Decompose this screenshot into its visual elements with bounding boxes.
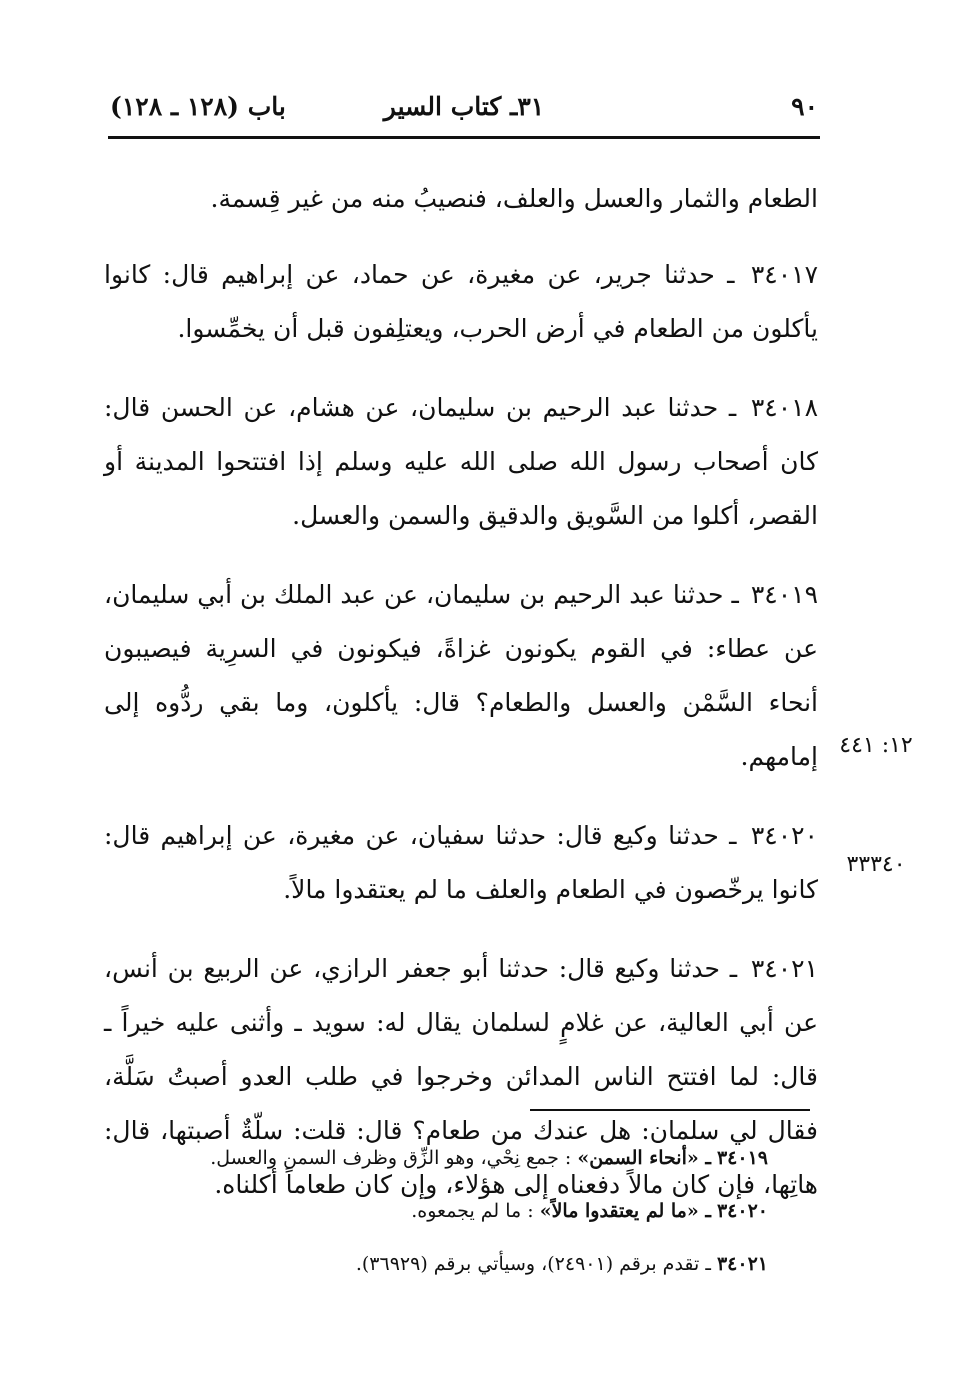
hadith-number: ٣٤٠١٩ — [750, 580, 818, 609]
page-header — [108, 88, 820, 128]
page-number: ٩٠ — [791, 92, 818, 121]
hadith-text: ـ حدثنا عبد الرحيم بن سليمان، عن هشام، عن الحسن قال: كان أصحاب رسول الله صلى الله عليه وسلم إذا افتتحوا المدينة أو القصر، أكلوا من السَّويق والدقيق والسمن والعسل. — [104, 393, 818, 530]
hadith-34019 — [104, 568, 818, 784]
footnote-term: ـ «أنحاء السمن» — [577, 1147, 711, 1169]
margin-reference-34021: ٣٣٣٤٠ — [846, 852, 906, 877]
footnote-term: ـ «ما لم يعتقدوا مالاً» — [539, 1200, 711, 1222]
hadith-number: ٣٤٠٢١ — [750, 954, 819, 983]
hadith-number: ٣٤٠١٧ — [750, 260, 818, 289]
intro-paragraph: الطعام والثمار والعسل والعلف، فنصيبُ منه من غير قِسمة. — [210, 184, 818, 213]
hadith-34018 — [104, 381, 818, 543]
footnote-text: : ما لم يجمعوه. — [411, 1200, 534, 1222]
hadith-text: ـ حدثنا وكيع قال: حدثنا أبو جعفر الرازي، عن الربيع بن أنس، عن أبي العالية، عن غلامٍ لسلمان يقال له: سويد ـ وأثنى عليه خيراً ـ قال: لما افتتح الناس المدائن وخرجوا في طلب العدو أصبتُ سَلَّة، فقال لي سلمان: هل عندك من طعام؟ قال: قلت: سلّةٌ أصبتها، قال: هاتِها، فإن كان مالاً دفعناه إلى هؤلاء، وإن كان طعاماً أكلناه. — [104, 954, 818, 1199]
footnote-ref: ٣٤٠٢١ — [716, 1253, 768, 1275]
footnotes — [104, 1132, 768, 1291]
section-title: باب (١٢٨ ـ ١٢٨) — [110, 92, 286, 121]
footnote-text: : جمع نِحْي، وهو الزِّق وظرف السمن والعسل. — [210, 1147, 572, 1169]
footnote-34019 — [104, 1132, 768, 1185]
hadith-34017 — [104, 248, 818, 356]
hadith-text: ـ حدثنا وكيع قال: حدثنا سفيان، عن مغيرة، عن إبراهيم قال: كانوا يرخّصون في الطعام والعلف ما لم يعتقدوا مالاً. — [104, 821, 818, 904]
hadith-text: ـ حدثنا جرير، عن مغيرة، عن حماد، عن إبراهيم قال: كانوا يأكلون من الطعام في أرض الحرب، ويعتلِفون قبل أن يخمِّسوا. — [104, 260, 818, 343]
footnote-ref: ٣٤٠٢٠ — [716, 1200, 768, 1222]
hadith-number: ٣٤٠١٨ — [750, 393, 818, 422]
main-text — [104, 172, 818, 1237]
footnote-ref: ٣٤٠١٩ — [716, 1147, 768, 1169]
footnote-34020 — [104, 1185, 768, 1238]
footnote-rule — [530, 1109, 810, 1111]
hadith-number: ٣٤٠٢٠ — [750, 821, 818, 850]
margin-reference-34020: ١٢: ٤٤١ — [839, 733, 913, 758]
chapter-title: ٣١ـ كتاب السير — [383, 92, 545, 121]
footnote-34021 — [104, 1238, 768, 1291]
hadith-text: ـ حدثنا عبد الرحيم بن سليمان، عن عبد الملك بن أبي سليمان، عن عطاء: في القوم يكونون غزاةً، فيكونون في السرِية فيصيبون أنحاء السَّمْن والعسل والطعام؟ قال: يأكلون، وما بقي ردُّوه إلى إمامهم. — [104, 580, 818, 771]
footnote-text: ـ تقدم برقم (٢٤٩٠١)، وسيأتي برقم (٣٦٩٢٩). — [355, 1253, 711, 1275]
header-rule — [108, 136, 820, 139]
hadith-34020 — [104, 809, 818, 917]
